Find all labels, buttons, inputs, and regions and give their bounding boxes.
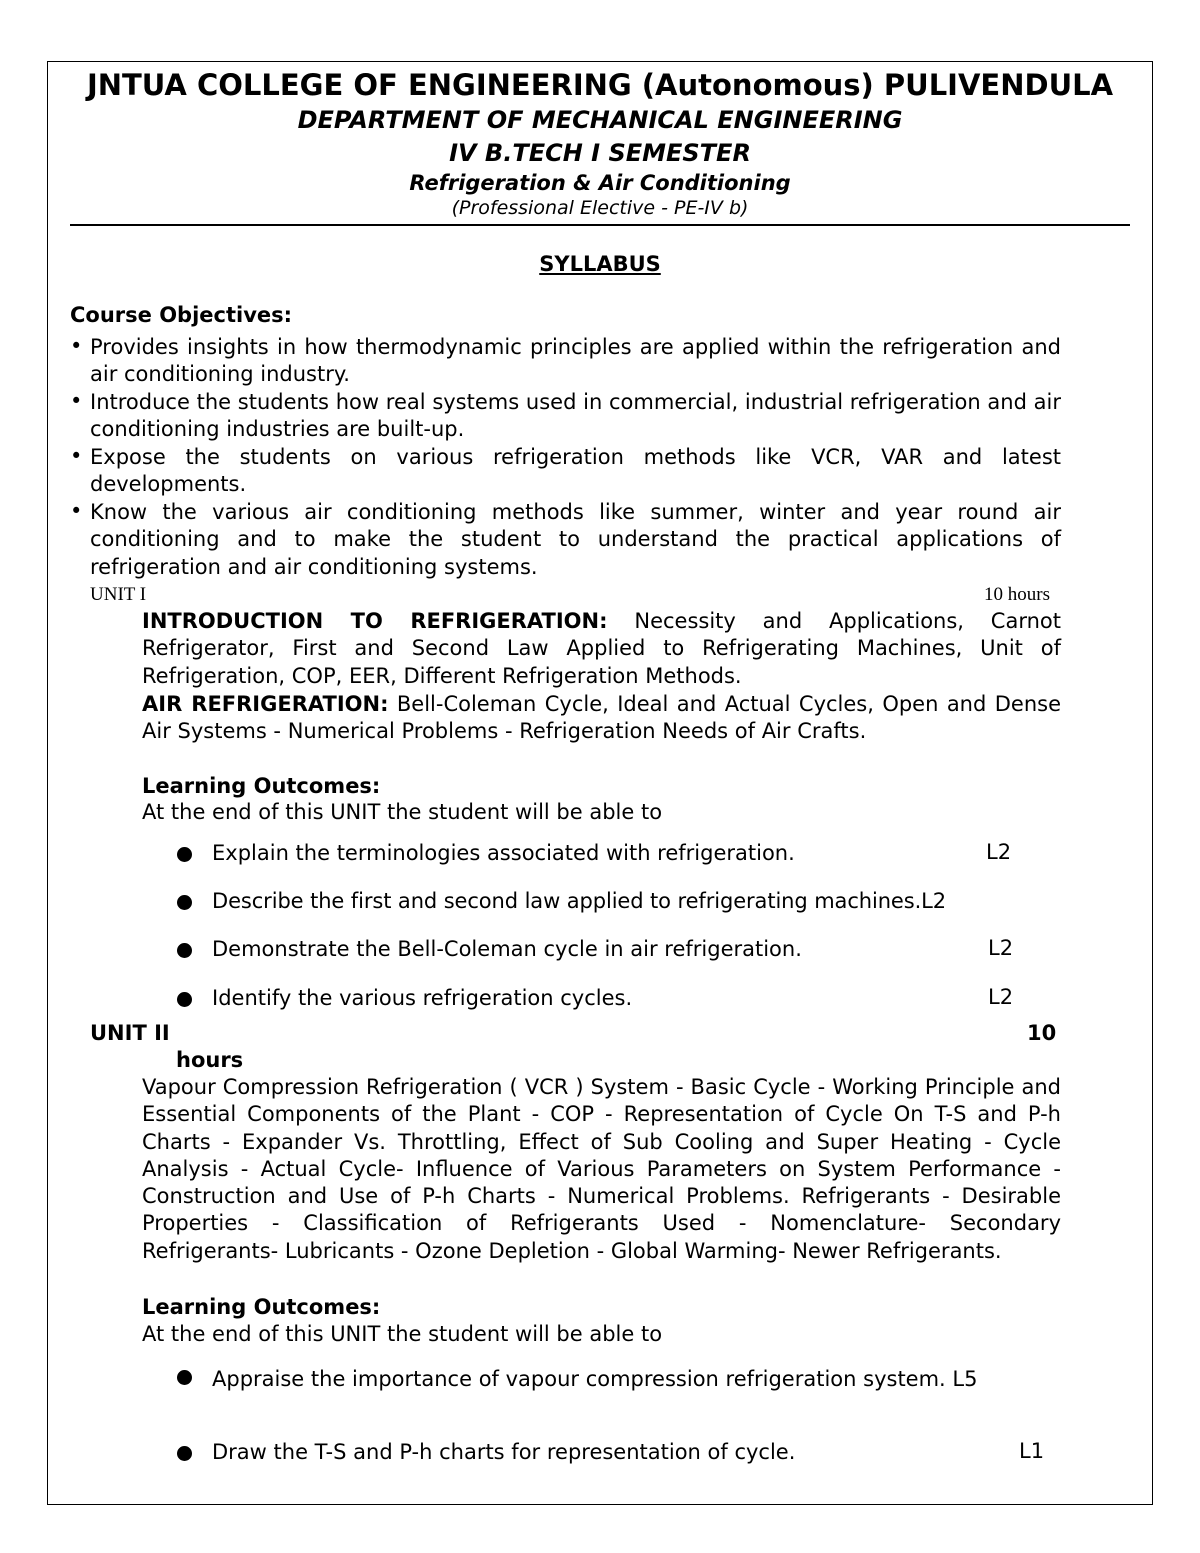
outcome-text — [212, 1363, 1058, 1395]
outcome-text-body: Appraise the importance of vapour compression refrigeration system. — [212, 1367, 946, 1391]
outcome-text: Demonstrate the Bell-Coleman cycle in air refrigeration. — [212, 937, 802, 961]
bullet-icon — [177, 992, 192, 1007]
bullet-icon — [177, 895, 192, 910]
semester-title: IV B.TECH I SEMESTER — [449, 139, 751, 167]
unit1-lo-intro: At the end of this UNIT the student will be able to — [142, 800, 663, 824]
course-title: Refrigeration & Air Conditioning — [409, 171, 791, 195]
bullet-icon — [177, 1446, 192, 1461]
unit2-label: UNIT II — [90, 1021, 170, 1045]
elective-subtitle: (Professional Elective - PE-IV b) — [451, 197, 749, 219]
outcome-level: L2 — [921, 889, 947, 913]
header-divider — [70, 224, 1130, 226]
objectives-heading: Course Objectives: — [70, 303, 293, 327]
unit1-intro-heading: INTRODUCTION TO REFRIGERATION: — [142, 609, 608, 633]
objective-item: Expose the students on various refrigeration methods like VCR, VAR and latest developments. — [90, 445, 1061, 497]
outcome-text — [212, 888, 946, 915]
syllabus-heading: SYLLABUS — [539, 252, 661, 276]
objective-item: Introduce the students how real systems used in commercial, industrial refrigeration and air conditioning industries are built-up. — [90, 390, 1061, 442]
bullet-icon: • — [70, 444, 83, 468]
unit1-air-heading: AIR REFRIGERATION: — [142, 692, 389, 716]
unit1-introduction — [142, 608, 1061, 690]
outcome-level: L2 — [988, 985, 1014, 1009]
outcome-text: Draw the T-S and P-h charts for representation of cycle. — [212, 1440, 796, 1464]
bullet-icon: • — [70, 499, 83, 523]
unit1-intro-text: Necessity and Applications, Carnot Refrigerator, First and Second Law Applied to Refrigerating Machines, Unit of Refrigeration, COP, EER, Different Refrigeration Methods. — [142, 609, 1061, 688]
outcome-text: Explain the terminologies associated with refrigeration. — [212, 841, 795, 865]
department-title: DEPARTMENT OF MECHANICAL ENGINEERING — [297, 106, 903, 134]
outcome-level: L2 — [988, 936, 1014, 960]
outcome-level: L5 — [952, 1367, 978, 1391]
unit1-air-text: Bell-Coleman Cycle, Ideal and Actual Cycles, Open and Dense Air Systems - Numerical Problems - Refrigeration Needs of Air Crafts. — [142, 692, 1061, 744]
college-title: JNTUA COLLEGE OF ENGINEERING (Autonomous) PULIVENDULA — [86, 68, 1114, 102]
outcome-level: L2 — [986, 840, 1012, 864]
bullet-icon — [177, 943, 192, 958]
unit2-lo-intro: At the end of this UNIT the student will be able to — [142, 1322, 663, 1346]
unit2-description: Vapour Compression Refrigeration ( VCR ) System - Basic Cycle - Working Principle and Essential Components of the Plant - COP - Representation of Cycle On T-S and P-h Charts - Expander Vs. Throttling, Effect of Sub Cooling and Super Heating - Cycle Analysis - Actual Cycle- Influence of Various Parameters on System Performance - Construction and Use of P-h Charts - Numerical Problems. Refrigerants - Desirable Properties - Classification of Refrigerants Used - Nomenclature- Secondary Refrigerants- Lubricants - Ozone Depletion - Global Warming- Newer Refrigerants. — [142, 1075, 1061, 1263]
objective-item: Know the various air conditioning methods like summer, winter and year round air conditioning and to make the student to understand the practical applications of refrigeration and air conditioning systems. — [90, 500, 1061, 579]
objective-item: Provides insights in how thermodynamic principles are applied within the refrigeration and air conditioning industry. — [90, 335, 1061, 387]
unit2-hours-word: hours — [176, 1048, 244, 1072]
bullet-icon — [177, 847, 192, 862]
unit1-hours: 10 hours — [984, 584, 1050, 605]
outcome-level: L1 — [1019, 1439, 1045, 1463]
unit1-air-refrigeration — [142, 691, 1061, 746]
bullet-icon: • — [70, 334, 83, 358]
outcome-text-body: Describe the first and second law applied to refrigerating machines. — [212, 889, 922, 913]
outcome-text: Identify the various refrigeration cycles. — [212, 986, 633, 1010]
bullet-icon — [177, 1370, 192, 1385]
unit2-lo-heading: Learning Outcomes: — [142, 1295, 381, 1319]
unit2-hours-number: 10 — [1027, 1021, 1057, 1045]
unit1-lo-heading: Learning Outcomes: — [142, 774, 381, 798]
bullet-icon: • — [70, 389, 83, 413]
unit1-label: UNIT I — [90, 584, 147, 605]
